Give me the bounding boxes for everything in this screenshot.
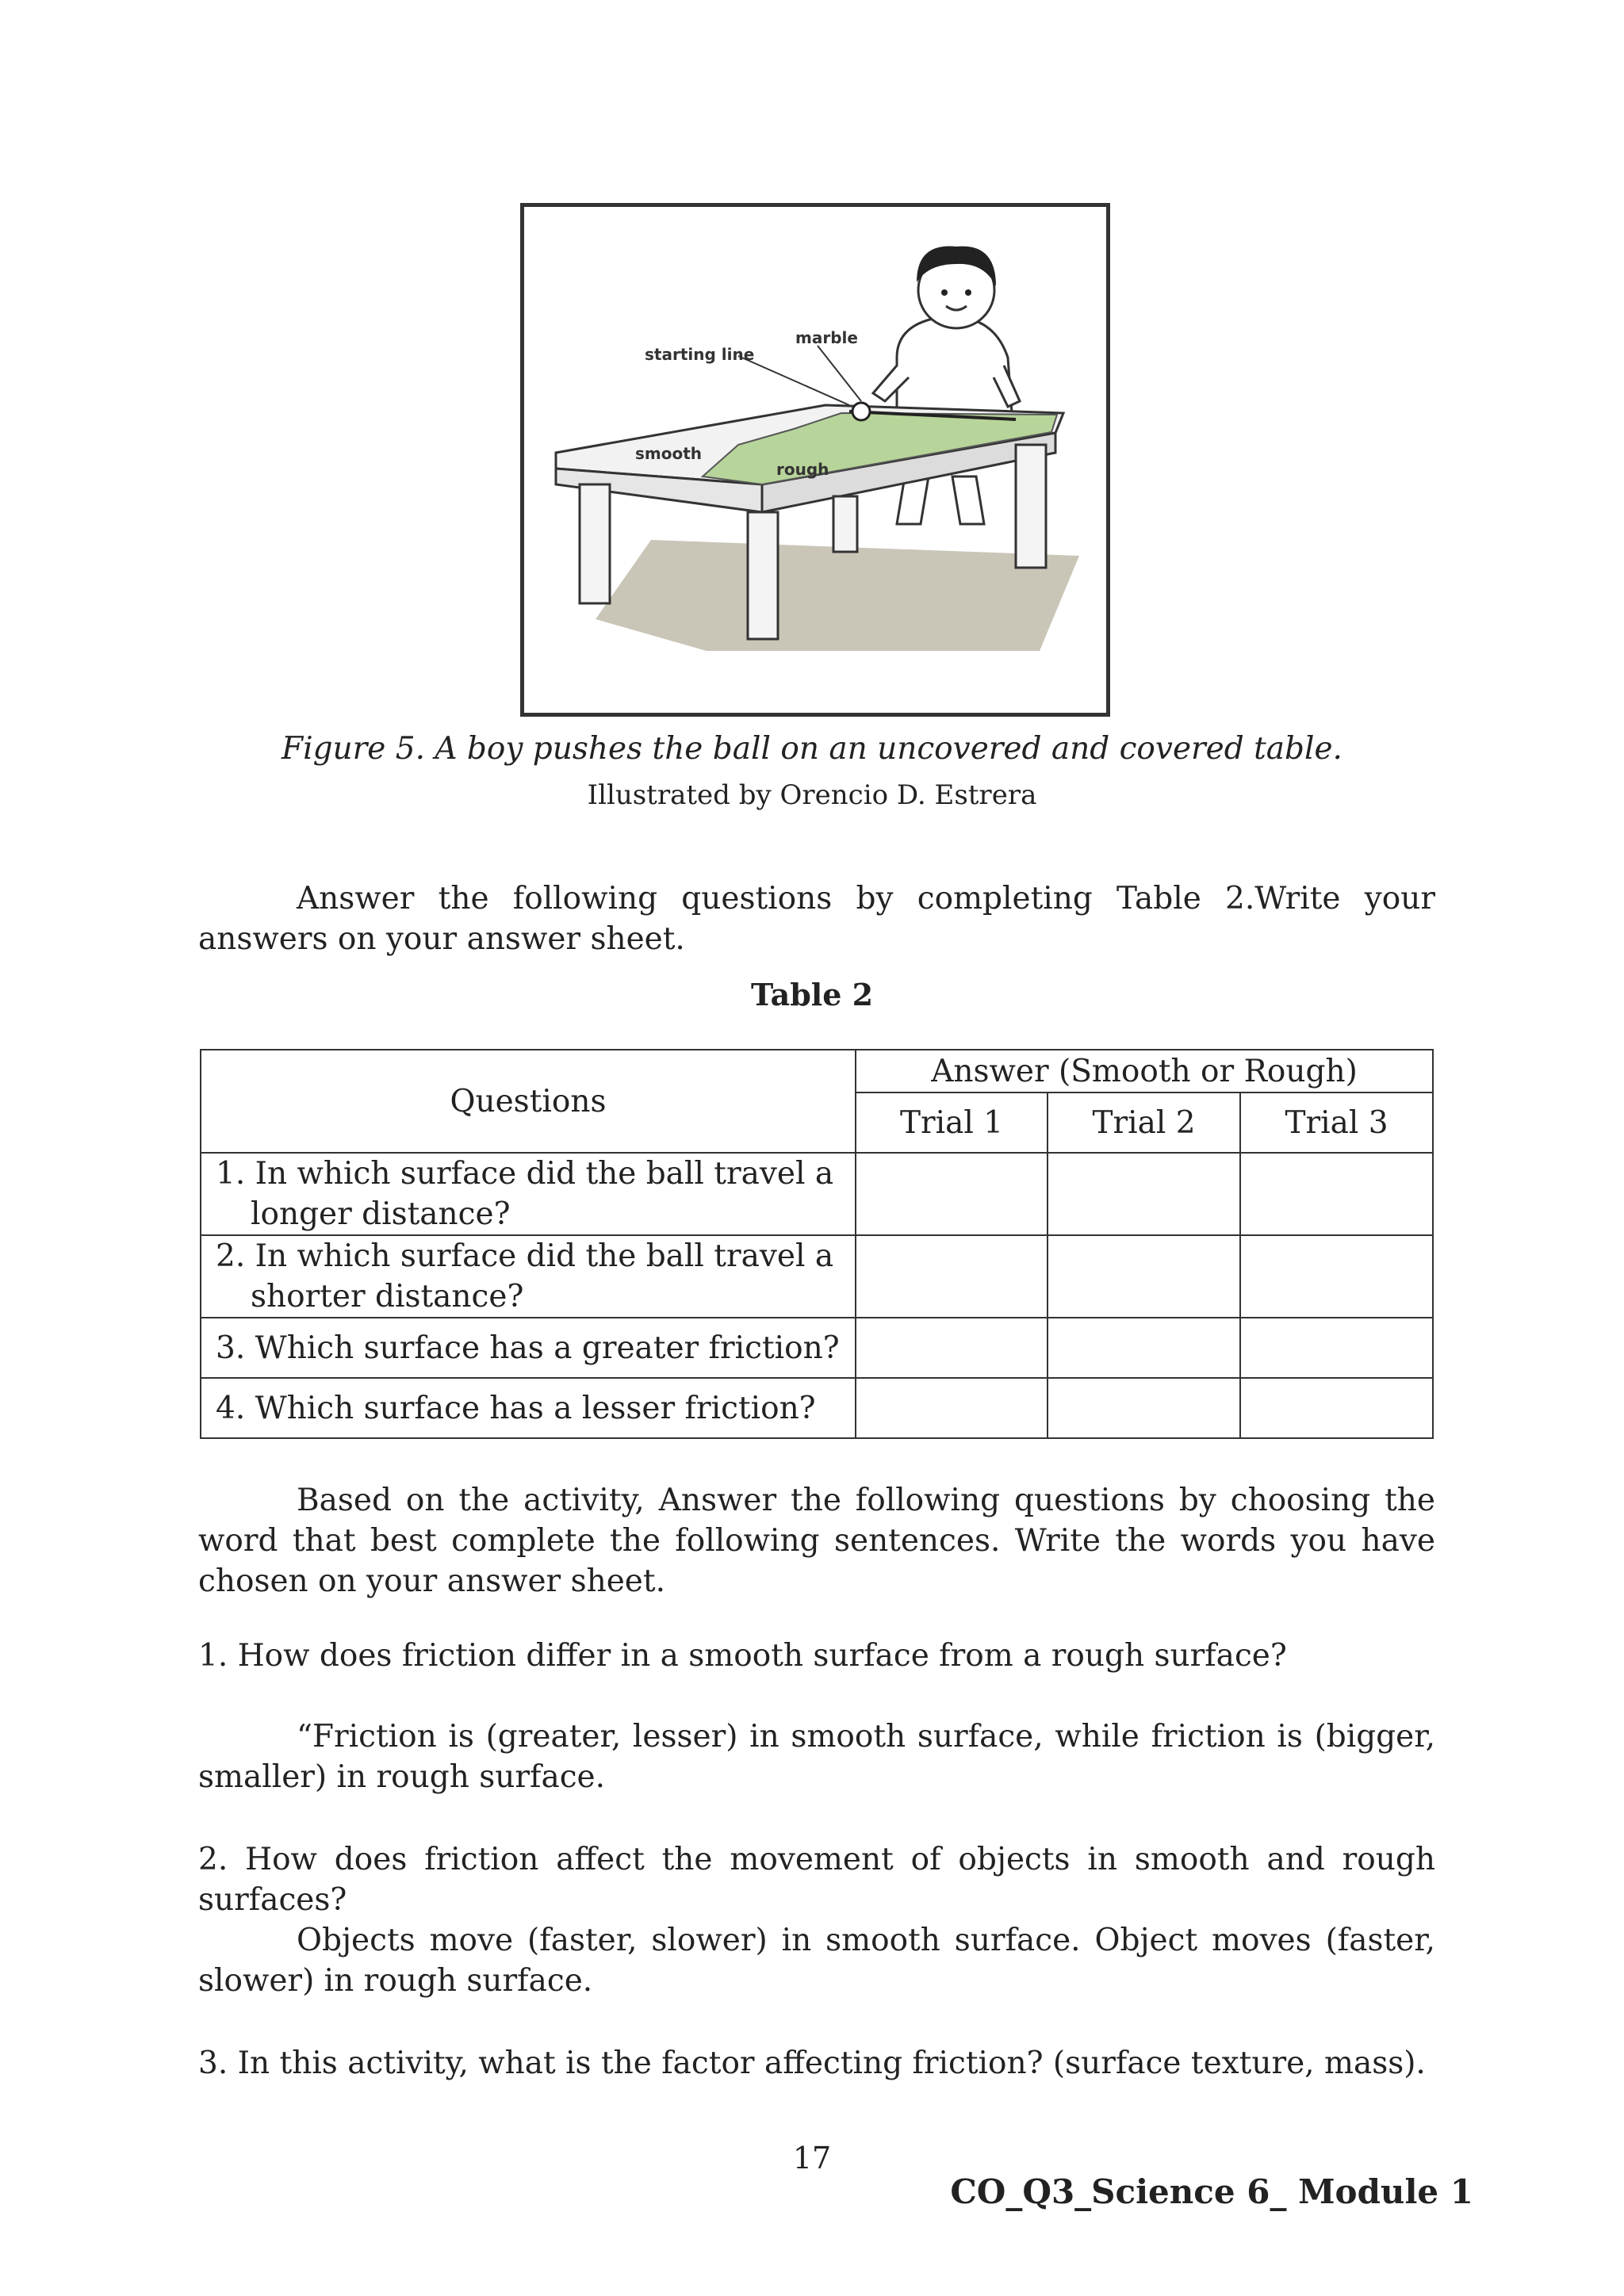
table-row [201, 1235, 1433, 1318]
question-1: 1. How does friction differ in a smooth surface from a rough surface? [198, 1638, 1287, 1674]
table-title: Table 2 [750, 977, 874, 1012]
answer-cell[interactable] [1048, 1153, 1240, 1235]
label-starting-line: starting line [645, 345, 755, 364]
figure-caption: Figure 5. A boy pushes the ball on an uncovered and covered table. [282, 731, 1342, 767]
answer-cell[interactable] [856, 1318, 1048, 1378]
question-2: 2. How does friction affect the movement of objects in smooth and rough surfaces? [198, 1842, 1435, 1918]
answer-table [200, 1049, 1434, 1439]
module-code: CO_Q3_Science 6_ Module 1 [950, 2172, 1473, 2211]
answer-cell[interactable] [856, 1235, 1048, 1318]
answer-cell[interactable] [1048, 1318, 1240, 1378]
question-text: 4. Which surface has a lesser friction? [216, 1390, 816, 1426]
table-row [201, 1378, 1433, 1438]
marble-pointer [818, 346, 861, 401]
table-leg [748, 512, 778, 639]
instruction-paragraph: Answer the following questions by completing Table 2.Write your answers on your answer sheet. [198, 881, 1435, 957]
question-text: 3. Which surface has a greater friction? [216, 1330, 840, 1366]
starting-line-pointer [738, 356, 849, 405]
answer-cell[interactable] [1240, 1318, 1433, 1378]
marble [852, 403, 870, 420]
trial-header: Trial 3 [1240, 1093, 1433, 1153]
question-text: 1. In which surface did the ball travel a longer distance? [216, 1156, 834, 1232]
answer-cell[interactable] [856, 1378, 1048, 1438]
table-shadow [596, 540, 1079, 651]
question-1-sentence: “Friction is (greater, lesser) in smooth surface, while friction is (bigger, smaller) in rough surface. [198, 1719, 1435, 1795]
question-3: 3. In this activity, what is the factor affecting friction? (surface texture, mass). [198, 2045, 1426, 2081]
table-leg [833, 496, 857, 552]
label-smooth: smooth [635, 444, 703, 463]
trial-header: Trial 2 [1048, 1093, 1240, 1153]
table-row [201, 1153, 1433, 1235]
page-number: 17 [792, 2141, 832, 2175]
answer-cell[interactable] [1240, 1378, 1433, 1438]
activity-intro: Based on the activity, Answer the following questions by choosing the word that best complete the following sentences. Write the words you have chosen on your answer sheet. [198, 1483, 1435, 1599]
label-rough: rough [776, 460, 829, 479]
table-experiment-drawing [524, 207, 1106, 713]
label-marble: marble [795, 328, 858, 347]
answer-cell[interactable] [1240, 1153, 1433, 1235]
answer-header: Answer (Smooth or Rough) [856, 1050, 1433, 1093]
figure-illustration [520, 203, 1110, 717]
figure-credit: Illustrated by Orencio D. Estrera [587, 779, 1037, 811]
questions-header: Questions [201, 1050, 856, 1153]
table-leg [1016, 445, 1046, 568]
table-row [201, 1318, 1433, 1378]
answer-cell[interactable] [1048, 1235, 1240, 1318]
question-2-sentence: Objects move (faster, slower) in smooth surface. Object moves (faster, slower) in rough surface. [198, 1923, 1435, 1999]
question-text: 2. In which surface did the ball travel a shorter distance? [216, 1238, 834, 1314]
answer-cell[interactable] [856, 1153, 1048, 1235]
table-leg [580, 484, 610, 603]
answer-cell[interactable] [1048, 1378, 1240, 1438]
answer-cell[interactable] [1240, 1235, 1433, 1318]
trial-header: Trial 1 [856, 1093, 1048, 1153]
